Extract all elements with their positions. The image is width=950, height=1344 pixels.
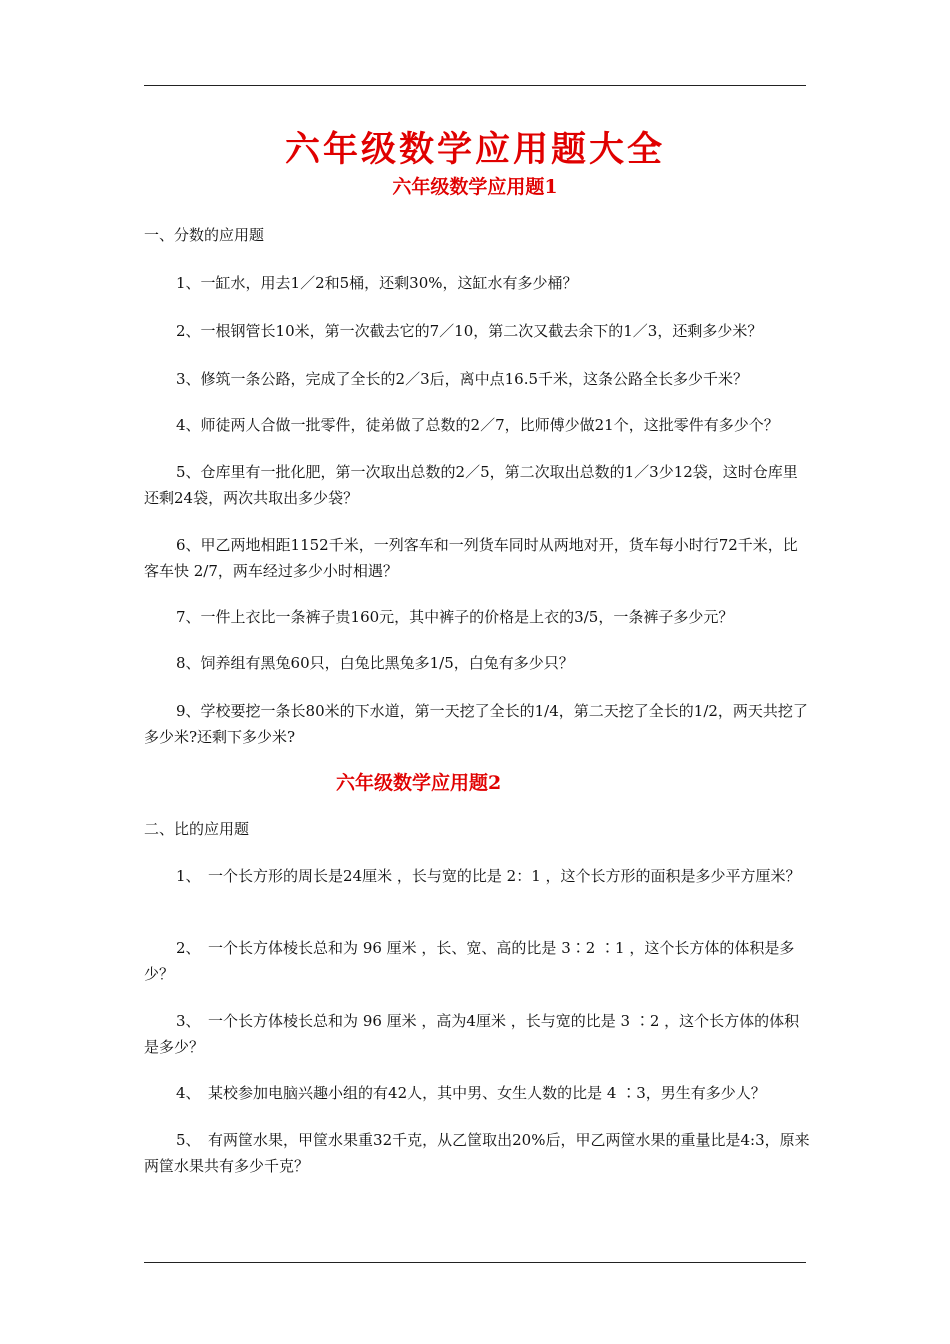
question-2-2: 2、 一个长方体棱长总和为 96 厘米 ，长、宽、高的比是 3∶2 ∶1 ，这个长方体的体积是多少？ — [144, 939, 795, 983]
section-heading-ratios: 二、比的应用题 — [144, 820, 250, 838]
footer-rule — [144, 1262, 806, 1263]
question-1-4: 4、师徒两人合做一批零件，徒弟做了总数的2／7，比师傅少做21个，这批零件有多少个？ — [176, 416, 779, 434]
question-1-5: 5、仓库里有一批化肥，第一次取出总数的2／5，第二次取出总数的1／3少12袋，这时仓库里还剩24袋，两次共取出多少袋？ — [144, 463, 798, 507]
question-1-7: 7、一件上衣比一条裤子贵160元，其中裤子的价格是上衣的3/5，一条裤子多少元？ — [176, 608, 734, 626]
question-2-1: 1、 一个长方形的周长是24厘米 ，长与宽的比是 2：1 ，这个长方形的面积是多少平方厘米？ — [176, 867, 801, 885]
header-rule — [144, 85, 806, 86]
question-1-3: 3、修筑一条公路，完成了全长的2／3后，离中点16.5千米，这条公路全长多少千米？ — [176, 370, 749, 388]
part2-heading: 六年级数学应用题2 — [336, 772, 502, 794]
question-1-6: 6、甲乙两地相距1152千米，一列客车和一列货车同时从两地对开，货车每小时行72千米，比客车快 2/7，两车经过多少小时相遇？ — [144, 536, 798, 580]
question-1-9: 9、学校要挖一条长80米的下水道，第一天挖了全长的1/4，第二天挖了全长的1/2，两天共挖了多少米?还剩下多少米? — [144, 702, 808, 746]
question-1-2: 2、一根钢管长10米，第一次截去它的7／10，第二次又截去余下的1／3，还剩多少米？ — [176, 322, 763, 340]
section-heading-fractions: 一、分数的应用题 — [144, 226, 265, 244]
question-1-8: 8、饲养组有黑兔60只，白兔比黑兔多1/5，白兔有多少只？ — [176, 654, 574, 672]
question-2-4: 4、 某校参加电脑兴趣小组的有42人，其中男、女生人数的比是 4 ∶3，男生有多少人？ — [176, 1084, 766, 1102]
part1-heading: 六年级数学应用题1 — [392, 176, 558, 198]
question-1-1: 1、一缸水，用去1／2和5桶，还剩30%，这缸水有多少桶？ — [176, 274, 578, 292]
question-2-5: 5、 有两筐水果，甲筐水果重32千克，从乙筐取出20%后，甲乙两筐水果的重量比是4:3，原来两筐水果共有多少千克？ — [144, 1131, 810, 1175]
document-title: 六年级数学应用题大全 — [284, 129, 665, 170]
question-2-3: 3、 一个长方体棱长总和为 96 厘米 ，高为4厘米 ，长与宽的比是 3 ∶2 ，这个长方体的体积是多少？ — [144, 1012, 800, 1056]
